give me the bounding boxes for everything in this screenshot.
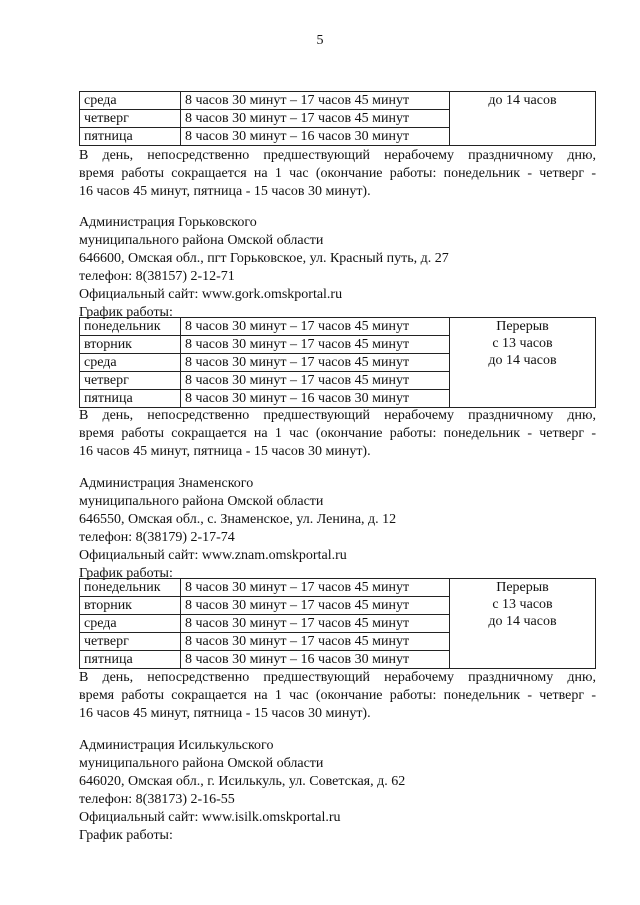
hours-cell: 8 часов 30 минут – 17 часов 45 минут bbox=[181, 372, 450, 390]
hours-cell: 8 часов 30 минут – 17 часов 45 минут bbox=[181, 92, 450, 110]
break-cell bbox=[450, 92, 596, 146]
note-line: время работы сокращается на 1 час (окончание работы: понедельник - четверг - bbox=[79, 426, 596, 441]
note-line: 16 часов 45 минут, пятница - 15 часов 30 минут). bbox=[79, 706, 371, 721]
day-cell: пятница bbox=[80, 651, 181, 669]
day-cell: вторник bbox=[80, 336, 181, 354]
znam-admin-block bbox=[79, 475, 596, 583]
admin-address: 646020, Омская обл., г. Исилькуль, ул. Советская, д. 62 bbox=[79, 774, 406, 789]
admin-district: муниципального района Омской области bbox=[79, 494, 324, 509]
admin-name: Администрация Горьковского bbox=[79, 215, 257, 230]
schedule-table-znam bbox=[79, 578, 596, 667]
schedule-label: График работы: bbox=[79, 305, 173, 320]
day-cell: четверг bbox=[80, 633, 181, 651]
gork-admin-block bbox=[79, 214, 596, 322]
note-line: 16 часов 45 минут, пятница - 15 часов 30 минут). bbox=[79, 184, 371, 199]
break-line: до 14 часов bbox=[488, 614, 557, 629]
break-cell bbox=[450, 579, 596, 669]
hours-cell: 8 часов 30 минут – 17 часов 45 минут bbox=[181, 318, 450, 336]
admin-name: Администрация Исилькульского bbox=[79, 738, 274, 753]
hours-cell: 8 часов 30 минут – 17 часов 45 минут bbox=[181, 110, 450, 128]
admin-address: 646600, Омская обл., пгт Горьковское, ул. Красный путь, д. 27 bbox=[79, 251, 449, 266]
day-cell: четверг bbox=[80, 372, 181, 390]
admin-site: Официальный сайт: www.gork.omskportal.ru bbox=[79, 287, 343, 302]
day-cell: среда bbox=[80, 615, 181, 633]
day-cell: вторник bbox=[80, 597, 181, 615]
hours-cell: 8 часов 30 минут – 17 часов 45 минут bbox=[181, 633, 450, 651]
admin-site: Официальный сайт: www.znam.omskportal.ru bbox=[79, 548, 347, 563]
admin-district: муниципального района Омской области bbox=[79, 233, 324, 248]
hours-cell: 8 часов 30 минут – 16 часов 30 минут bbox=[181, 128, 450, 146]
break-line: Перерыв bbox=[496, 580, 549, 595]
admin-address: 646550, Омская обл., с. Знаменское, ул. Ленина, д. 12 bbox=[79, 512, 397, 527]
day-cell: четверг bbox=[80, 110, 181, 128]
note-line: В день, непосредственно предшествующий нерабочему праздничному дню, bbox=[79, 408, 596, 423]
shortened-day-note bbox=[79, 407, 596, 461]
page-number: 5 bbox=[316, 33, 324, 48]
admin-district: муниципального района Омской области bbox=[79, 756, 324, 771]
break-line: до 14 часов bbox=[488, 353, 557, 368]
break-cell bbox=[450, 318, 596, 408]
note-line: время работы сокращается на 1 час (окончание работы: понедельник - четверг - bbox=[79, 688, 596, 703]
table-row bbox=[80, 579, 596, 597]
note-line: 16 часов 45 минут, пятница - 15 часов 30 минут). bbox=[79, 444, 371, 459]
admin-name: Администрация Знаменского bbox=[79, 476, 254, 491]
schedule-label: График работы: bbox=[79, 566, 173, 581]
hours-cell: 8 часов 30 минут – 17 часов 45 минут bbox=[181, 579, 450, 597]
shortened-day-note bbox=[79, 669, 596, 723]
hours-cell: 8 часов 30 минут – 17 часов 45 минут bbox=[181, 354, 450, 372]
hours-cell: 8 часов 30 минут – 17 часов 45 минут bbox=[181, 336, 450, 354]
admin-phone: телефон: 8(38173) 2-16-55 bbox=[79, 792, 235, 807]
hours-cell: 8 часов 30 минут – 17 часов 45 минут bbox=[181, 597, 450, 615]
break-line: с 13 часов bbox=[492, 597, 553, 612]
table-row bbox=[80, 92, 596, 110]
admin-phone: телефон: 8(38157) 2-12-71 bbox=[79, 269, 235, 284]
break-line: до 14 часов bbox=[488, 93, 557, 108]
schedule-label: График работы: bbox=[79, 828, 173, 843]
schedule-table-top bbox=[79, 91, 596, 144]
day-cell: среда bbox=[80, 92, 181, 110]
note-line: В день, непосредственно предшествующий нерабочему праздничному дню, bbox=[79, 670, 596, 685]
note-line: В день, непосредственно предшествующий нерабочему праздничному дню, bbox=[79, 148, 596, 163]
table-row bbox=[80, 318, 596, 336]
note-line: время работы сокращается на 1 час (окончание работы: понедельник - четверг - bbox=[79, 166, 596, 181]
day-cell: понедельник bbox=[80, 579, 181, 597]
hours-cell: 8 часов 30 минут – 16 часов 30 минут bbox=[181, 390, 450, 408]
day-cell: среда bbox=[80, 354, 181, 372]
hours-cell: 8 часов 30 минут – 17 часов 45 минут bbox=[181, 615, 450, 633]
isil-admin-block bbox=[79, 737, 596, 845]
shortened-day-note bbox=[79, 147, 596, 201]
day-cell: понедельник bbox=[80, 318, 181, 336]
day-cell: пятница bbox=[80, 390, 181, 408]
break-line: с 13 часов bbox=[492, 336, 553, 351]
admin-phone: телефон: 8(38179) 2-17-74 bbox=[79, 530, 235, 545]
day-cell: пятница bbox=[80, 128, 181, 146]
break-line: Перерыв bbox=[496, 319, 549, 334]
admin-site: Официальный сайт: www.isilk.omskportal.ru bbox=[79, 810, 341, 825]
hours-cell: 8 часов 30 минут – 16 часов 30 минут bbox=[181, 651, 450, 669]
schedule-table-gork bbox=[79, 317, 596, 406]
